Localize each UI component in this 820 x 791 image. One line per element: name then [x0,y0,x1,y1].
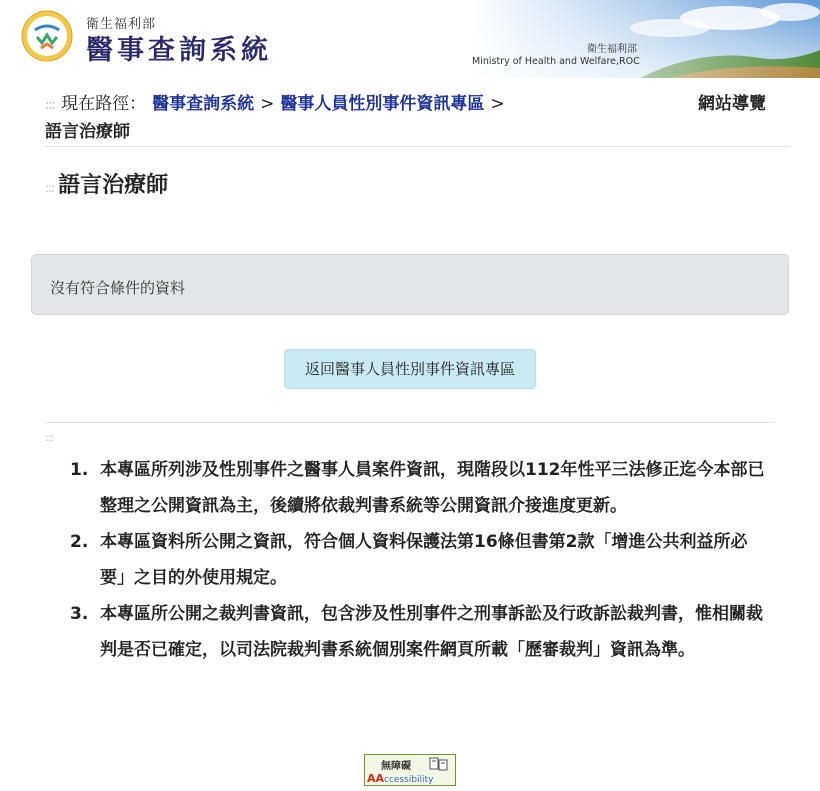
notes-list [70,452,770,668]
accessibility-badge[interactable] [364,754,456,786]
system-title[interactable]: 醫事查詢系統 [86,35,272,66]
divider [45,422,775,423]
no-data-alert [31,254,789,315]
return-button[interactable]: 返回醫事人員性別事件資訊專區 [284,349,536,389]
accessibility-word: ccessibility [384,775,434,785]
ministry-name-cn: 衛生福利部 [587,44,637,55]
breadcrumb-lead: 現在路徑： [61,94,147,114]
page-title-text: 語言治療師 [58,173,169,198]
sitemap-link[interactable]: 網站導覽 [698,94,766,114]
note-number: 1. [70,460,89,480]
site-header [0,0,820,78]
note-number: 3. [70,604,89,624]
note-text: 本專區資料所公開之資訊，符合個人資料保護法第16條但書第2款「增進公共利益所必要」之目的外使用規定。 [100,532,748,588]
breadcrumb-separator: > [490,94,505,114]
breadcrumb-separator: > [260,94,275,114]
ministry-logo-icon[interactable] [21,10,73,62]
note-item [70,596,770,668]
accessibility-label: 無障礙 [381,761,411,772]
breadcrumb-dots-icon: ::: [45,98,56,113]
no-data-message: 沒有符合條件的資料 [50,279,186,297]
note-item [70,452,770,524]
accessibility-aa: AA [367,772,385,785]
section-dots-icon: ::: [45,431,54,444]
page-title [45,168,168,199]
title-dots-icon: ::: [45,181,55,195]
accessibility-wordmark [367,772,433,785]
divider [45,146,790,147]
ministry-name-en: Ministry of Health and Welfare,ROC [472,56,640,67]
note-item [70,524,770,596]
note-text: 本專區所列涉及性別事件之醫事人員案件資訊，現階段以112年性平三法修正迄今本部已整理之公開資訊為主，後續將依裁判書系統等公開資訊介接進度更新。 [100,460,765,516]
breadcrumb-link-system[interactable]: 醫事查詢系統 [152,94,255,114]
note-text: 本專區所公開之裁判書資訊，包含涉及性別事件之刑事訴訟及行政訴訟裁判書，惟相關裁判是否已確定，以司法院裁判書系統個別案件網頁所載「歷審裁判」資訊為準。 [100,604,763,660]
breadcrumb [45,91,565,146]
breadcrumb-link-gender-zone[interactable]: 醫事人員性別事件資訊專區 [280,94,485,114]
note-number: 2. [70,532,89,552]
org-name: 衛生福利部 [86,17,157,32]
breadcrumb-current: 語言治療師 [45,122,130,142]
document-icon [429,757,449,771]
